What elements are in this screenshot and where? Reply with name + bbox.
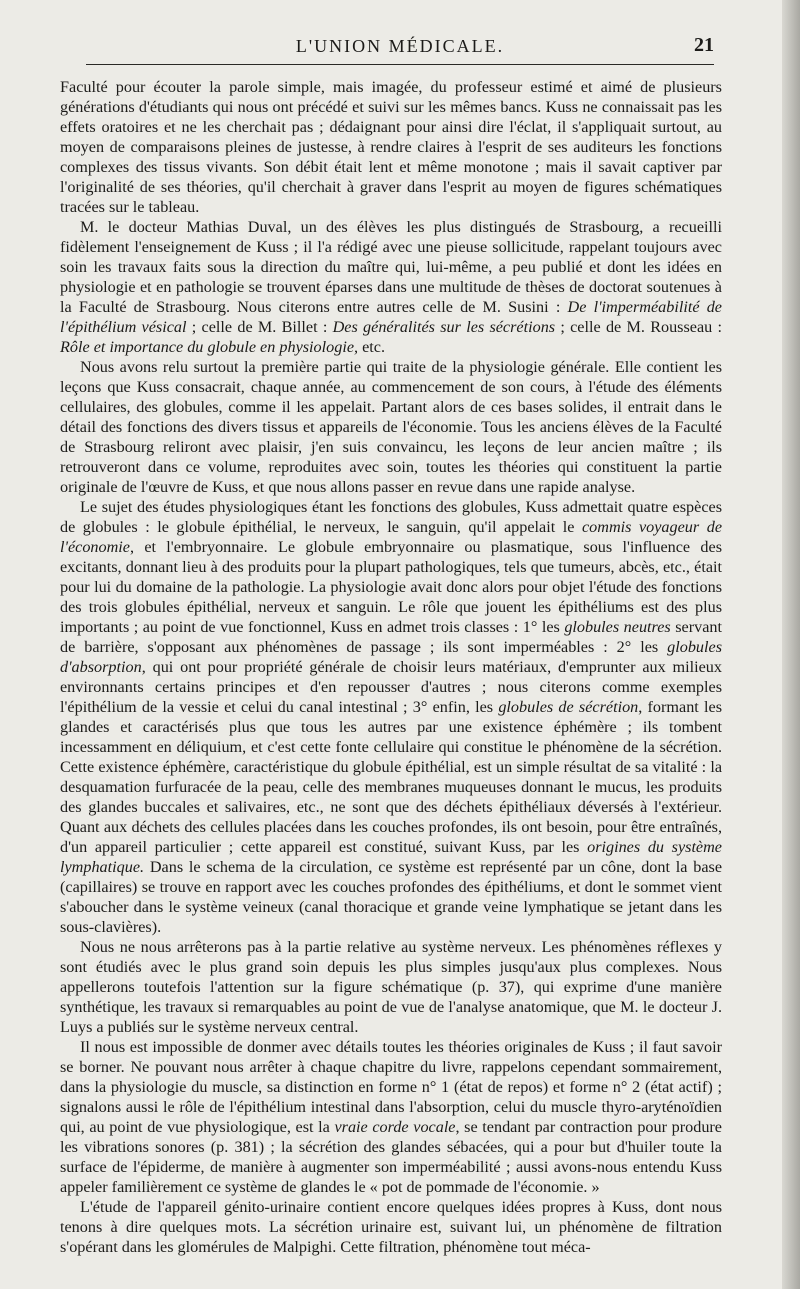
- italic-text: globules d'absorption: [60, 638, 722, 676]
- text-run: Nous avons relu surtout la première partie qui traite de la physiologie générale. Elle contient les leçons que Kuss consacrait, chaque année, au commencement de son cours, à l'étude des éléments cellulaires, des globules, comme il les appelait. Partant alors de ces bases solides, il entrait dans le détail des fonctions des divers tissus et appareils de l'économie. Tous les anciens élèves de la Faculté de Strasbourg reliront avec plaisir, j'en suis convaincu, les leçons de leur ancien maître ; ils retrouveront dans ce volume, reproduites avec soin, toutes les théories qui constituent la partie originale de l'œuvre de Kuss, et que nous allons passer en revue dans une rapide analyse.: [60, 358, 722, 496]
- text-run: Faculté pour écouter la parole simple, mais imagée, du professeur estimé et aimé de plusieurs générations d'étudiants qui nous ont précédé et suivi sur les mêmes bancs. Kuss ne connaissait pas les effets oratoires et ne les cherchait pas ; dédaignant pour ainsi dire l'éclat, il s'appliquait surtout, au moyen de comparaisons pleines de justesse, à rendre claires à l'esprit de ses auditeurs les fonctions complexes des tissus vivants. Son débit était lent et même monotone ; mais il savait captiver par l'originalité de ses théories, qu'il cherchait à graver dans l'esprit au moyen de figures schématiques tracées sur le tableau.: [60, 78, 722, 216]
- text-run: , formant les glandes et caractérisés plus que tous les autres par une existence éphémère ; ils tombent incessamment en déliquium, et c'est cette fonte cellulaire qui constitue le phénomène de la sécrétion. Cette existence éphémère, caractéristique du globule épithélial, est un simple résultat de sa vitalité : la desquamation furfuracée de la peau, celle des membranes muqueuses donnant le mucus, les produits des glandes buccales et salivaires, etc., ne sont que des déchets épithéliaux déversés à l'extérieur. Quant aux déchets des cellules placées dans les couches profondes, ils ont besoin, pour être entraînés, d'un appareil particulier ; cette appareil est constitué, suivant Kuss, par les: [60, 698, 722, 856]
- paragraph: [60, 77, 722, 217]
- paragraph: [60, 217, 722, 357]
- italic-text: origines du système lymphatique.: [60, 838, 722, 876]
- running-head: [86, 30, 714, 65]
- italic-text: Des généralités sur les sécrétions: [332, 318, 556, 336]
- text-run: etc.: [358, 338, 386, 356]
- text-run: , se tendant par contraction pour produre les vibrations sonores (p. 381) ; la sécrétion des glandes sébacées, qui a pour but d'huiler toute la surface de l'épiderme, de manière à augmenter son imperméabilité ; aussi avons-nous entendu Kuss appeler familièrement ce système de glandes le « pot de pommade de l'économie. »: [60, 1118, 722, 1196]
- text-run: , qui ont pour propriété générale de choisir leurs matériaux, d'emprunter aux milieux environnants certains principes et d'en repousser d'autres ; nous citerons comme exemples l'épithélium de la vessie et celui du canal intestinal ; 3° enfin, les: [60, 658, 722, 716]
- paragraph: [60, 1197, 722, 1257]
- text-run: Le sujet des études physiologiques étant les fonctions des globules, Kuss admettait quatre espèces de globules : le globule épithélial, le nerveux, le sanguin, qu'il appelait le: [60, 498, 722, 536]
- italic-text: globules de sécrétion: [498, 698, 639, 716]
- paragraph: [60, 497, 722, 937]
- italic-text: globules neutres: [564, 618, 671, 636]
- italic-text: De l'imperméabilité de l'épithélium vésical: [60, 298, 722, 336]
- paragraph: [60, 1037, 722, 1197]
- paragraph: [60, 357, 722, 497]
- text-run: Nous ne nous arrêterons pas à la partie relative au système nerveux. Les phénomènes réflexes y sont étudiés avec le plus grand soin depuis les plus simples jusqu'aux plus complexes. Nous appellerons toutefois l'attention sur la figure schématique (p. 37), qui exprime d'une manière synthétique, les travaux si remarquables au point de vue de l'analyse anatomique, que M. le docteur J. Luys a publiés sur le système nerveux central.: [60, 938, 722, 1036]
- text-run: Il nous est impossible de donmer avec détails toutes les théories originales de Kuss ; il faut savoir se borner. Ne pouvant nous arrêter à chaque chapitre du livre, rappelons cependant sommairement, dans la physiologie du muscle, sa distinction en forme n° 1 (état de repos) et forme n° 2 (état actif) ; signalons aussi le rôle de l'épithélium intestinal dans l'absorption, celui du muscle thyro-aryténoïdien qui, au point de vue physiologique, est la: [60, 1038, 722, 1136]
- body-text: [60, 77, 722, 1257]
- text-run: ; celle de M. Billet :: [186, 318, 333, 336]
- journal-title: L'UNION MÉDICALE.: [295, 36, 505, 56]
- italic-text: commis voyageur de l'économie: [60, 518, 723, 556]
- text-run: Dans le schema de la circulation, ce système est représenté par un cône, dont la base (capillaires) se trouve en rapport avec les couches profondes des épithéliums, et dont le sommet vient s'aboucher dans le système veineux (canal thoracique et grande veine lymphatique se jetant dans les sous-clavières).: [60, 858, 722, 936]
- italic-text: vraie corde vocale: [334, 1118, 456, 1136]
- text-run: , et l'embryonnaire. Le globule embryonnaire ou plasmatique, sous l'influence des excitants, donnant lieu à des produits pour la plupart pathologiques, tels que tumeurs, abcès, etc., était pour lui du domaine de la pathologie. La physiologie avait donc alors pour objet l'étude des fonctions des trois globules épithélial, nerveux et sanguin. Le rôle que jouent les épithéliums est des plus importants ; au point de vue fonctionnel, Kuss en admet trois classes : 1° les: [60, 538, 722, 636]
- text-run: servant de barrière, s'opposant aux phénomènes de passage ; ils sont imperméables : 2° les: [60, 618, 722, 656]
- page-number: 21: [694, 34, 714, 56]
- text-run: M. le docteur Mathias Duval, un des élèves les plus distingués de Strasbourg, a recueilli fidèlement l'enseignement de Kuss ; il l'a rédigé avec une pieuse sollicitude, rappelant toujours avec soin les travaux faits sous la direction du maître qui, lui-même, a peu publié et dont les idées en physiologie et en pathologie se trouvent éparses dans une multitude de thèses de doctorat soutenues à la Faculté de Strasbourg. Nous citerons entre autres celle de M. Susini :: [60, 218, 722, 316]
- text-run: L'étude de l'appareil génito-urinaire contient encore quelques idées propres à Kuss, dont nous tenons à dire quelques mots. La sécrétion urinaire est, suivant lui, un phénomène de filtration s'opérant dans les glomérules de Malpighi. Cette filtration, phénomène tout méca-: [60, 1198, 722, 1256]
- page-edge-shadow: [782, 0, 800, 1289]
- text-run: ; celle de M. Rousseau :: [555, 318, 723, 336]
- italic-text: Rôle et importance du globule en physiologie,: [60, 338, 359, 356]
- paragraph: [60, 937, 722, 1037]
